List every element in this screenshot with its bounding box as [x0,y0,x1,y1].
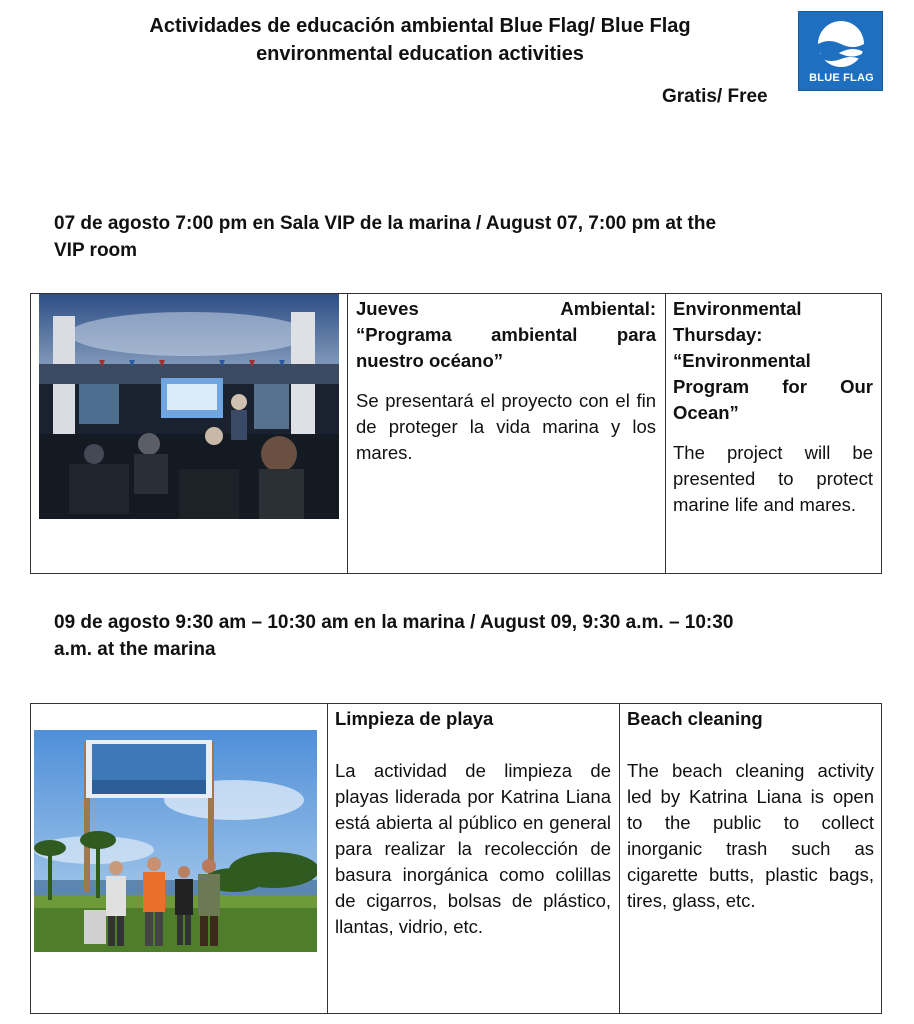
event-2-heading [54,609,874,663]
event-2-es-title: Limpieza de playa [335,708,494,729]
event-1-heading-line-1: 07 de agosto 7:00 pm en Sala VIP de la marina / August 07, 7:00 pm at the [54,213,717,234]
document-title [60,12,780,68]
event-1-es-title-line-1-text [356,296,656,322]
event-1-photo-cell [31,294,347,573]
event-2-spanish-cell [327,704,619,1013]
event-2-photo-cell [31,704,327,1013]
event-2-english-cell [619,704,881,1013]
event-1-en-title-line-1: Environmental Thursday: [673,298,802,345]
event-2-heading-line-2: a.m. at the marina [54,639,216,660]
event-1-es-title-line-2: “Programa ambiental para nuestro océano” [356,324,656,371]
event-1-es-description: Se presentará el proyecto con el fin de proteger la vida marina y los mares. [356,390,656,463]
event-1-en-title-line-2: “Environmental Program for Our Ocean” [673,350,873,423]
title-line-1: Actividades de educación ambiental Blue Flag/ Blue Flag [149,15,691,37]
event-2-photo [34,730,317,952]
title-line-2: environmental education activities [256,43,584,65]
free-label: Gratis/ Free [662,86,768,107]
event-2-en-title: Beach cleaning [627,708,763,729]
event-2-en-description: The beach cleaning activity led by Katrina Liana is open to the public to collect inorganic trash such as cigarette butts, plastic bags, tires, glass, etc. [627,760,874,911]
event-1-en-description: The project will be presented to protect marine life and mares. [673,442,873,515]
blue-flag-logo [798,11,883,91]
event-1-english-cell [665,294,881,573]
event-1-table [30,293,882,574]
event-1-heading-line-2: VIP room [54,240,138,261]
event-1-heading [54,210,874,264]
title-word: Jueves [356,298,419,319]
event-2-table [30,703,882,1014]
event-1-es-title-line-1 [356,296,656,322]
logo-text: BLUE FLAG [809,72,874,84]
event-1-spanish-cell [347,294,665,573]
event-1-photo [39,294,339,519]
event-2-heading-line-1: 09 de agosto 9:30 am – 10:30 am en la marina / August 09, 9:30 a.m. – 10:30 [54,612,734,633]
event-2-es-description: La actividad de limpieza de playas liderada por Katrina Liana está abierta al público en general para realizar la recolección de basura inorgánica como colillas de cigarros, bolsas de plástico, llantas, vidrio, etc. [335,760,611,937]
title-word: Ambiental: [560,298,656,319]
